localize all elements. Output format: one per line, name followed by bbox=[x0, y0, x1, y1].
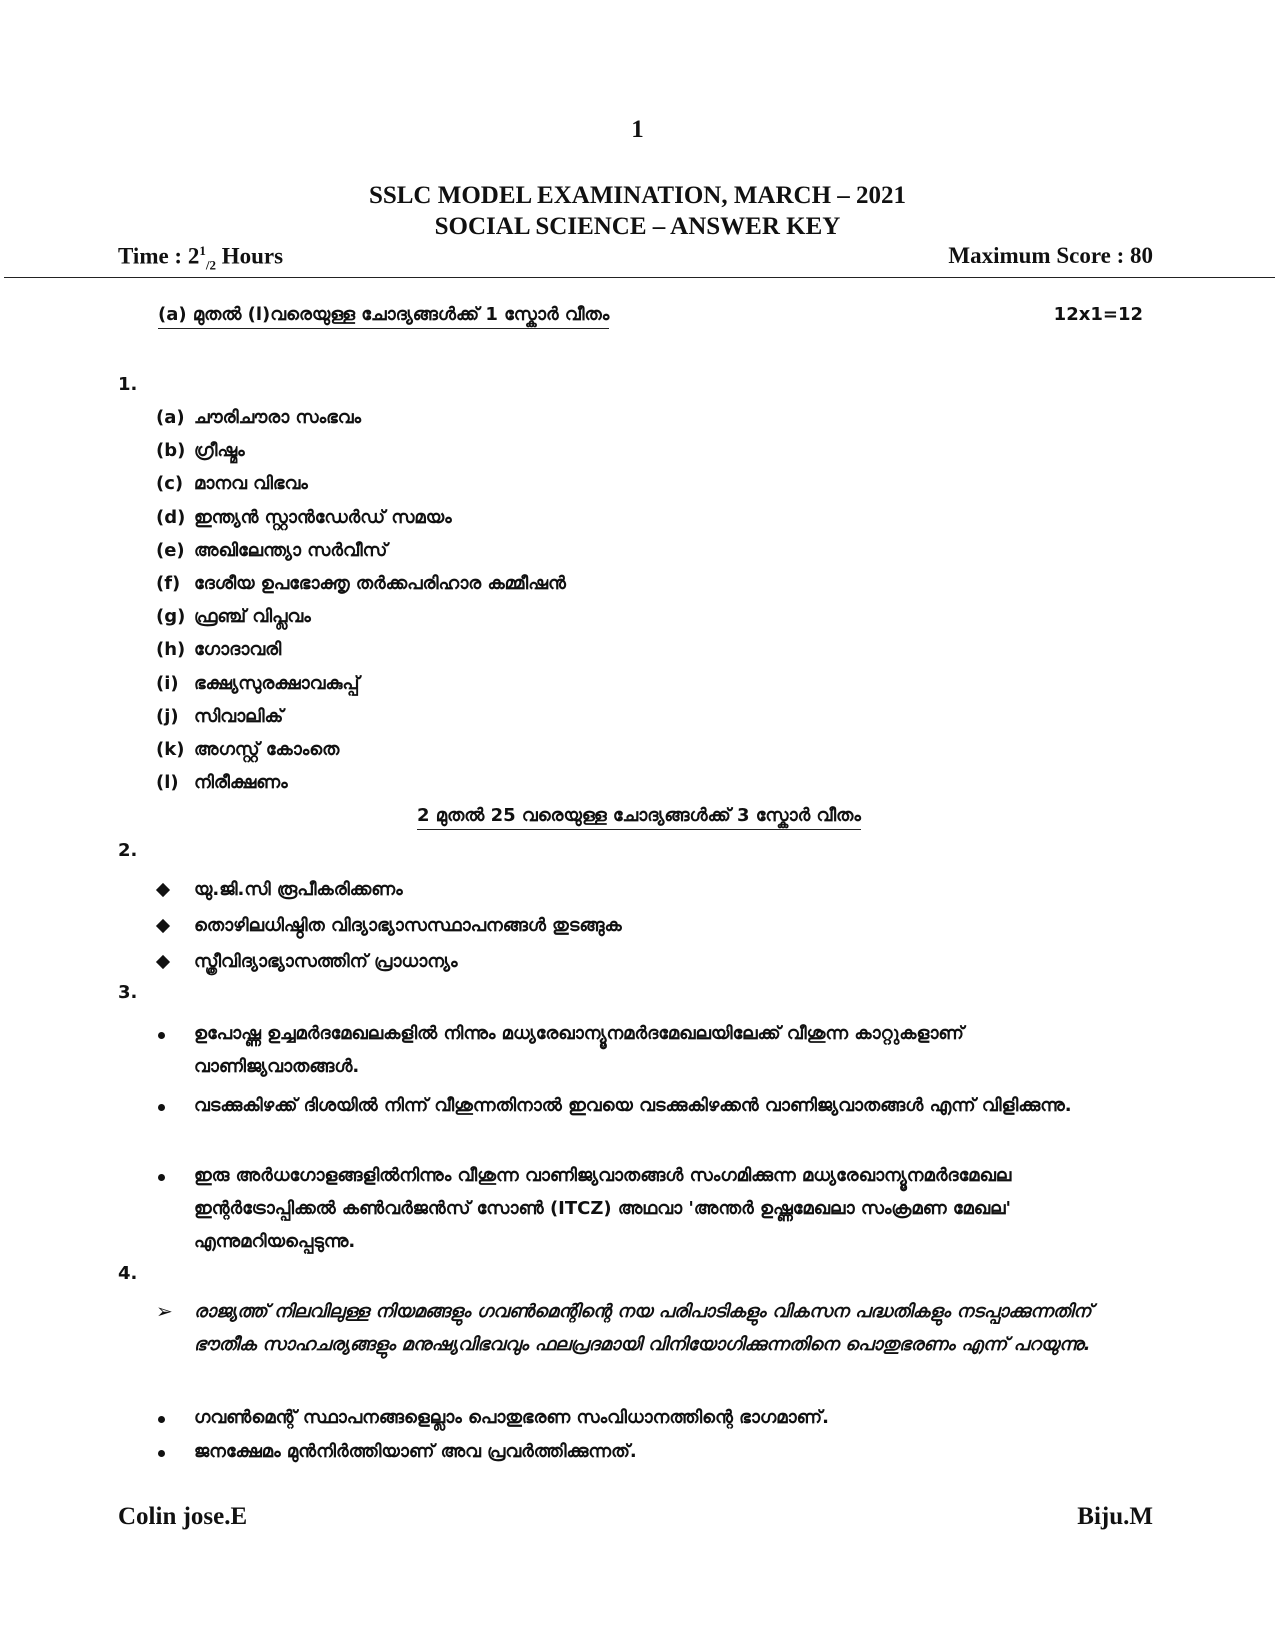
list-item bbox=[156, 1017, 1114, 1083]
option-key: (a) bbox=[156, 407, 185, 429]
option-text: ഗോദാവരി bbox=[194, 639, 282, 661]
option-text: ഫ്രഞ്ച് വിപ്ലവം bbox=[194, 606, 311, 628]
list-item bbox=[156, 501, 566, 534]
option-key: (h) bbox=[156, 639, 186, 661]
option-text: നിരീക്ഷണം bbox=[194, 772, 288, 794]
option-key: (d) bbox=[156, 506, 186, 528]
list-item bbox=[156, 1295, 1114, 1361]
list-item bbox=[156, 467, 566, 500]
list-item bbox=[156, 873, 1114, 906]
list-item bbox=[156, 1089, 1114, 1122]
maximum-score: Maximum Score : 80 bbox=[948, 243, 1153, 268]
question-1-number: 1. bbox=[118, 374, 138, 395]
exam-title-line2: SOCIAL SCIENCE – ANSWER KEY bbox=[434, 213, 841, 240]
list-item bbox=[156, 700, 566, 733]
section2-heading: 2 മുതൽ 25 വരെയുള്ള ചോദ്യങ്ങൾക്ക് 3 സ്കോർ വീതം bbox=[417, 805, 861, 830]
time-fraction-denominator: /2 bbox=[205, 257, 216, 273]
option-text: ദേശീയ ഉപഭോക്തൃ തർക്കപരിഹാര കമ്മീഷൻ bbox=[194, 573, 566, 595]
option-text: അഗസ്റ്റ് കോംതെ bbox=[194, 738, 340, 760]
section1-heading: (a) മുതൽ (l)വരെയുള്ള ചോദ്യങ്ങൾക്ക് 1 സ്കോർ വീതം bbox=[158, 304, 609, 329]
option-text: ഇന്ത്യൻ സ്റ്റാൻഡേർഡ് സമയം bbox=[194, 506, 452, 528]
list-item bbox=[156, 766, 566, 799]
answer-point: ഗവൺമെന്റ് സ്ഥാപനങ്ങളെല്ലാം പൊതുഭരണ സംവിധാനത്തിന്റെ ഭാഗമാണ്. bbox=[194, 1407, 829, 1428]
header-divider bbox=[4, 277, 1275, 278]
list-item bbox=[156, 567, 566, 600]
option-key: (g) bbox=[156, 606, 186, 628]
list-item bbox=[156, 534, 566, 567]
question-2-number: 2. bbox=[118, 840, 138, 861]
exam-title-line1: SSLC MODEL EXAMINATION, MARCH – 2021 bbox=[368, 182, 907, 209]
option-text: അഖിലേന്ത്യാ സർവീസ് bbox=[194, 539, 388, 561]
option-text: ഗ്രീഷ്മം bbox=[194, 440, 245, 462]
option-key: (j) bbox=[156, 705, 179, 727]
bullet-dot-icon bbox=[158, 1450, 165, 1457]
list-item bbox=[156, 600, 566, 633]
exam-title bbox=[0, 180, 1275, 242]
answer-point: ജനക്ഷേമം മുൻനിർത്തിയാണ് അവ പ്രവർത്തിക്കുന്നത്. bbox=[194, 1441, 637, 1462]
section1-score: 12x1=12 bbox=[1053, 304, 1143, 325]
bullet-dot-icon bbox=[158, 1416, 165, 1423]
time-prefix: Time : 2 bbox=[118, 243, 200, 269]
list-item bbox=[156, 1401, 1114, 1434]
answer-point: വടക്കുകിഴക്ക് ദിശയിൽ നിന്ന് വീശുന്നതിനാൽ ഇവയെ വടക്കുകിഴക്കൻ വാണിജ്യവാതങ്ങൾ എന്ന് വിളിക്കുന്നു. bbox=[194, 1095, 1072, 1116]
list-item bbox=[156, 733, 566, 766]
arrow-bullet-icon: ➢ bbox=[156, 1299, 173, 1323]
option-key: (e) bbox=[156, 539, 185, 561]
answer-point: ഇരു അർധഗോളങ്ങളിൽനിന്നും വീശുന്ന വാണിജ്യവാതങ്ങൾ സംഗമിക്കുന്ന മധ്യരേഖാന്യൂനമർദമേഖല ഇന്റർട്രോപ്പിക്കൽ കൺവർജൻസ് സോൺ (ITCZ) അഥവാ 'അന്തർ ഉഷ്ണമേഖലാ സംക്രമണ മേഖല' എന്നുമറിയപ്പെടുന്നു. bbox=[194, 1165, 1012, 1252]
question-4-number: 4. bbox=[118, 1263, 138, 1284]
list-item bbox=[156, 909, 1114, 942]
option-text: മാനവ വിഭവം bbox=[194, 473, 308, 495]
option-key: (f) bbox=[156, 573, 181, 595]
answer-definition: രാജ്യത്ത് നിലവിലുള്ള നിയമങ്ങളും ഗവൺമെന്റിന്റെ നയ പരിപാടികളും വികസന പദ്ധതികളും നടപ്പാക്കുന്നതിന് ഭൗതീക സാഹചര്യങ്ങളും മനുഷ്യവിഭവവും ഫലപ്രദമായി വിനിയോഗിക്കുന്നതിനെ പൊതുഭരണം എന്ന് പറയുന്നു. bbox=[194, 1301, 1092, 1355]
list-item bbox=[156, 1435, 1114, 1468]
option-key: (l) bbox=[156, 772, 179, 794]
question-3-number: 3. bbox=[118, 982, 138, 1003]
option-text: സിവാലിക് bbox=[194, 705, 284, 727]
bullet-dot-icon bbox=[158, 1032, 165, 1039]
time-suffix: Hours bbox=[215, 243, 284, 269]
time-allowed bbox=[118, 243, 283, 273]
option-key: (k) bbox=[156, 738, 185, 760]
answer-point: തൊഴിലധിഷ്ഠിത വിദ്യാഭ്യാസസ്ഥാപനങ്ങൾ തുടങ്ങുക bbox=[194, 915, 622, 936]
option-text: ചൗരിചൗരാ സംഭവം bbox=[194, 407, 362, 429]
page-number: 1 bbox=[631, 116, 644, 143]
list-item bbox=[156, 1159, 1114, 1258]
footer-author-left: Colin jose.E bbox=[118, 1503, 248, 1530]
diamond-bullet-icon bbox=[156, 919, 170, 933]
answer-point: ഉപോഷ്ണ ഉച്ചമർദമേഖലകളിൽ നിന്നും മധ്യരേഖാന്യൂനമർദമേഖലയിലേക്ക് വീശുന്ന കാറ്റുകളാണ് വാണിജ്യവാതങ്ങൾ. bbox=[194, 1023, 964, 1077]
time-fraction-numerator: 1 bbox=[199, 243, 206, 258]
list-item bbox=[156, 633, 566, 666]
list-item bbox=[156, 667, 566, 700]
list-item bbox=[156, 401, 566, 434]
diamond-bullet-icon bbox=[156, 955, 170, 969]
question-1-options bbox=[156, 401, 566, 799]
option-key: (c) bbox=[156, 473, 184, 495]
option-text: ഭക്ഷ്യസുരക്ഷാവകുപ്പ് bbox=[194, 672, 360, 694]
option-key: (b) bbox=[156, 440, 186, 462]
bullet-dot-icon bbox=[158, 1104, 165, 1111]
answer-point: യു.ജി.സി രൂപീകരിക്കണം bbox=[194, 879, 403, 900]
list-item bbox=[156, 945, 1114, 978]
diamond-bullet-icon bbox=[156, 883, 170, 897]
option-key: (i) bbox=[156, 672, 179, 694]
answer-point: സ്ത്രീവിദ്യാഭ്യാസത്തിന് പ്രാധാന്യം bbox=[194, 951, 458, 972]
list-item bbox=[156, 434, 566, 467]
bullet-dot-icon bbox=[158, 1174, 165, 1181]
footer-author-right: Biju.M bbox=[1077, 1503, 1153, 1530]
